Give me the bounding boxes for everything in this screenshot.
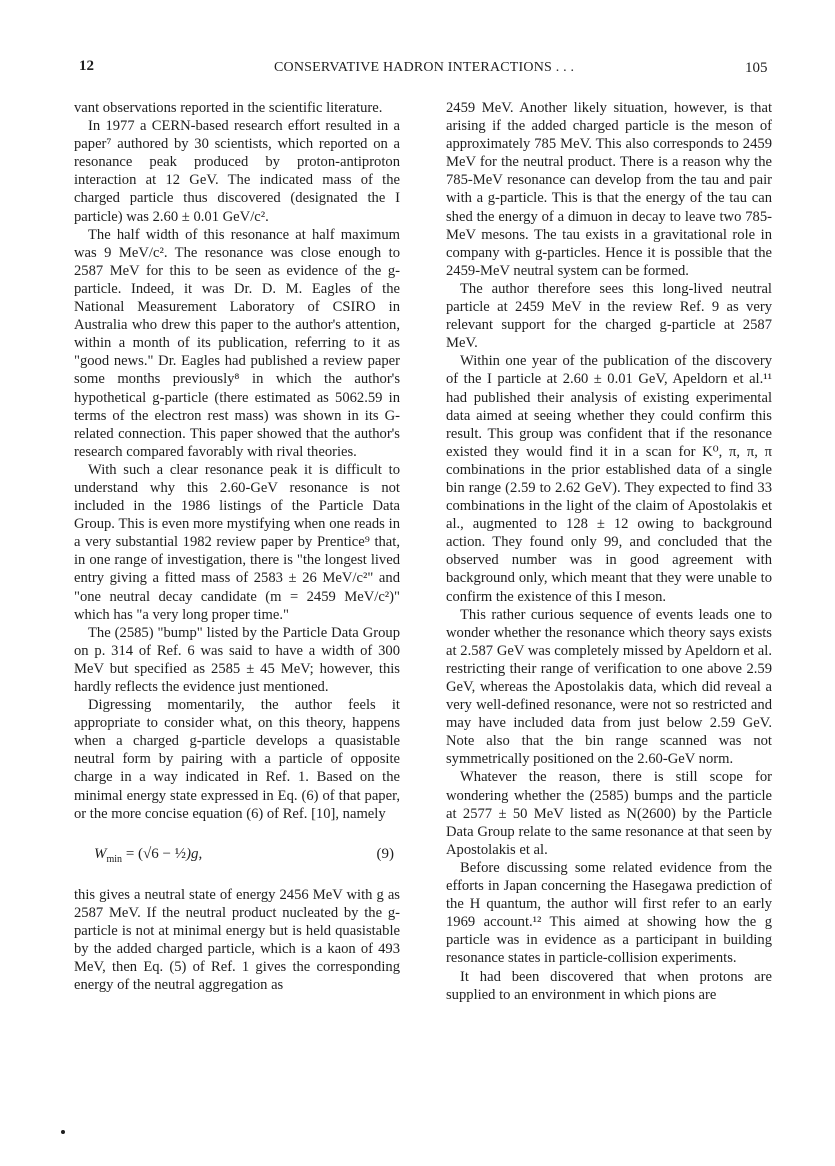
paragraph: With such a clear resonance peak it is difficult to understand why this 2.60-GeV resonance is not included in the 1986 listings of the Particle Data Group. This is even more mystifying when one reads in a very substantial 1982 review paper by Prentice⁹ that, in one range of investigation, there is "the longest lived entry giving a fitted mass of 2583 ± 26 MeV/c²" and "one neutral decay candidate (m = 2459 MeV/c²)" which has "a very long proper time." — [74, 461, 400, 623]
paragraph: vant observations reported in the scientific literature. — [74, 100, 383, 116]
paragraph: Digressing momentarily, the author feels it appropriate to consider what, on this theory, happens when a charged g-particle develops a quasistable neutral form by pairing with a particle of opposite charge in a way indicated in Ref. 1. Based on the minimal energy state expressed in Eq. (6) of that paper, or the more concise equation (6) of Ref. [10], namely — [74, 697, 400, 822]
paragraph: Within one year of the publication of the discovery of the I particle at 2.60 ± 0.01 GeV, Apeldorn et al.¹¹ had published their analysis of existing experimental data aimed at seeing whether they could confirm this result. This group was confident that if the resonance existed they would find it in a scan for K⁰, π, π, π combinations in the prior established data of a single bin range (2.59 to 2.62 GeV). They expected to find 33 combinations in the light of the claim of Apostolakis et al., augmented to 128 ± 12 owing to background action. They found only 99, and concluded that the observed number was in good agreement with background only, which meant that they were unable to confirm the existence of this I meson. — [446, 353, 772, 605]
paragraph: 2459 MeV. Another likely situation, however, is that arising if the added charged particle is the meson of approximately 785 MeV. This also corresponds to 2459 MeV for the neutral product. There is a reason why the 785-MeV resonance can develop from the tau and pair with a g-particle. This is that the energy of the tau can shed the energy of a dimuon in decay to leave two 785-MeV mesons. The tau exists in a gravitational role in company with g-particles. Hence it is possible that the 2459-MeV neutral system can be formed. — [446, 100, 772, 279]
paragraph: This rather curious sequence of events leads one to wonder whether the resonance which theory says exists at 2.587 GeV was completely missed by Apeldorn et al. restricting their range of verification to one above 2.59 GeV, whereas the Apostolakis data, which did reveal a very well-defined resonance, were not so restricted and may have included data from just below 2.59 GeV. Note also that the bin range scanned was not symmetrically positioned on the 2.60-GeV norm. — [446, 606, 772, 768]
paragraph: this gives a neutral state of energy 2456 MeV with g as 2587 MeV. If the neutral product nucleated by the g-particle is not at minimal energy but is held quasistable by the added charged particle, which is a kaon of 493 MeV, then Eq. (5) of Ref. 1 gives the corresponding energy of the neutral aggregation as — [74, 886, 400, 994]
print-speck-mark — [61, 1130, 65, 1134]
paragraph: In 1977 a CERN-based research effort resulted in a paper⁷ authored by 30 scientists, which reported on a resonance peak produced by proton-antiproton interaction at 12 GeV. The indicated mass of the charged particle thus discovered (designated the I particle) was 2.60 ± 0.01 GeV/c². — [74, 118, 400, 225]
paragraph: The author therefore sees this long-lived neutral particle at 2459 MeV in the review Ref. 9 as very relevant support for the charged g-particle at 2587 MeV. — [446, 280, 772, 352]
paragraph: Whatever the reason, there is still scope for wondering whether the (2585) bumps and the particle at 2577 ± 50 MeV listed as N(2600) by the Particle Data Group relate to the same resonance at that seen by Apostolakis et al. — [446, 769, 772, 858]
paragraph: Before discussing some related evidence from the efforts in Japan concerning the Hasegawa prediction of the H quantum, the author will first refer to an early 1969 account.¹² This aimed at showing how the g particle was in evidence as a participant in building resonance states in particle-collision experiments. — [446, 859, 772, 967]
page-number-left: 12 — [79, 58, 94, 74]
paragraph: The half width of this resonance at half maximum was 9 MeV/c². The resonance was close enough to 2587 MeV for this to be seen as evidence of the g-particle. Indeed, it was Dr. D. M. Eagles of the National Measurement Laboratory of CSIRO in Australia who drew this paper to the author's attention, within a month of its publication, referring to it as "good news." Dr. Eagles had published a review paper some months previously⁸ in which the author's hypothetical g-particle (there estimated as 5062.59 in terms of the electron rest mass) was shown in its G-related connection. This paper showed that the author's research compared favorably with rival theories. — [74, 226, 400, 460]
paragraph: The (2585) "bump" listed by the Particle Data Group on p. 314 of Ref. 6 was said to have a width of 300 MeV but specified as 2585 ± 45 MeV; however, this hardly reflects the evidence just mentioned. — [74, 624, 400, 695]
equation-expression: $W_{min} = (√6$ − ½)g, — [94, 845, 203, 865]
equation-number: (9) — [376, 845, 394, 862]
page-number-right: 105 — [745, 60, 768, 76]
page-header — [0, 58, 835, 82]
running-title: CONSERVATIVE HADRON INTERACTIONS . . . — [274, 60, 575, 75]
left-column — [74, 99, 400, 994]
right-column — [446, 99, 772, 1004]
equation-9 — [74, 835, 400, 875]
paragraph: It had been discovered that when protons are supplied to an environment in which pions are — [446, 968, 772, 1003]
